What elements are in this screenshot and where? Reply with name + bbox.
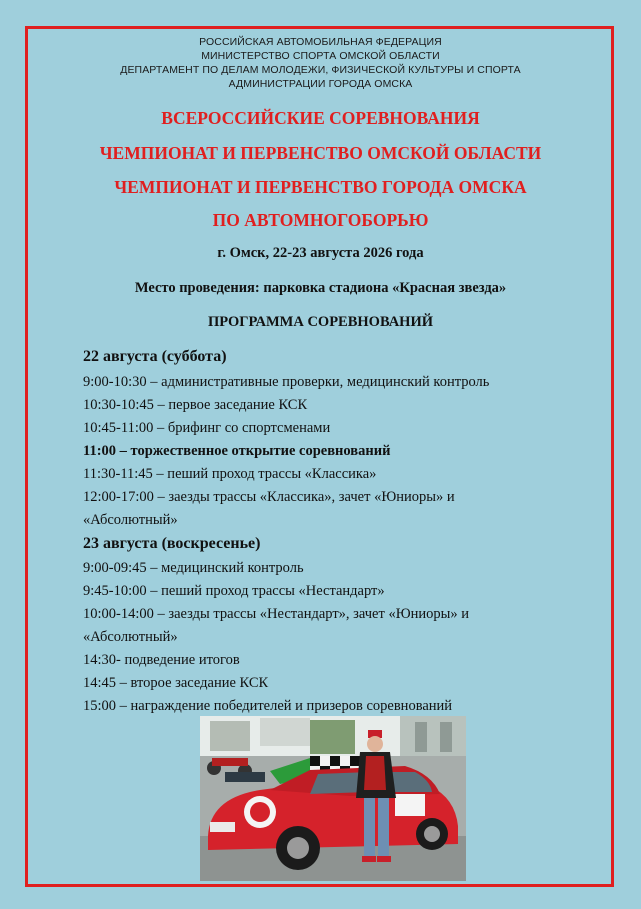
- org-line-3: ДЕПАРТАМЕНТ ПО ДЕЛАМ МОЛОДЕЖИ, ФИЗИЧЕСКОЙ КУЛЬТУРЫ И СПОРТА: [120, 64, 521, 76]
- title-line-3: ЧЕМПИОНАТ И ПЕРВЕНСТВО ГОРОДА ОМСКА: [114, 177, 527, 197]
- schedule-item: «Абсолютный»: [83, 629, 178, 645]
- title-line-1: ВСЕРОССИЙСКИЕ СОРЕВНОВАНИЯ: [161, 108, 480, 128]
- title-line-2: ЧЕМПИОНАТ И ПЕРВЕНСТВО ОМСКОЙ ОБЛАСТИ: [99, 143, 542, 163]
- schedule-item: 10:00-14:00 – заезды трассы «Нестандарт», зачет «Юниоры» и: [83, 606, 470, 622]
- event-venue: Место проведения: парковка стадиона «Красная звезда»: [134, 280, 507, 296]
- org-line-4: АДМИНИСТРАЦИИ ГОРОДА ОМСКА: [228, 78, 413, 90]
- org-line-2: МИНИСТЕРСТВО СПОРТА ОМСКОЙ ОБЛАСТИ: [201, 50, 440, 62]
- schedule-item: 14:30- подведение итогов: [83, 652, 240, 668]
- event-photo: [200, 716, 466, 881]
- schedule-item: «Абсолютный»: [83, 512, 178, 528]
- schedule-item: 9:00-10:30 – административные проверки, медицинский контроль: [83, 374, 490, 390]
- schedule-item: 10:45-11:00 – брифинг со спортсменами: [83, 420, 331, 436]
- schedule-item: 15:00 – награждение победителей и призеров соревнований: [83, 698, 453, 714]
- schedule-item: 9:45-10:00 – пеший проход трассы «Нестандарт»: [83, 583, 385, 599]
- schedule-item: 10:30-10:45 – первое заседание КСК: [83, 397, 308, 413]
- schedule-item: 14:45 – второе заседание КСК: [83, 675, 269, 691]
- day2-heading: 23 августа (воскресенье): [83, 535, 261, 552]
- schedule-item: 12:00-17:00 – заезды трассы «Классика», зачет «Юниоры» и: [83, 489, 455, 505]
- day1-heading: 22 августа (суббота): [83, 348, 227, 365]
- title-line-4: ПО АВТОМНОГОБОРЬЮ: [212, 210, 429, 230]
- program-title: ПРОГРАММА СОРЕВНОВАНИЙ: [207, 314, 434, 330]
- schedule-item: 11:30-11:45 – пеший проход трассы «Классика»: [83, 466, 377, 482]
- org-line-1: РОССИЙСКАЯ АВТОМОБИЛЬНАЯ ФЕДЕРАЦИЯ: [199, 36, 442, 48]
- schedule-item-opening: 11:00 – торжественное открытие соревнований: [83, 443, 391, 459]
- schedule-item: 9:00-09:45 – медицинский контроль: [83, 560, 304, 576]
- event-date: г. Омск, 22-23 августа 2026 года: [217, 245, 424, 261]
